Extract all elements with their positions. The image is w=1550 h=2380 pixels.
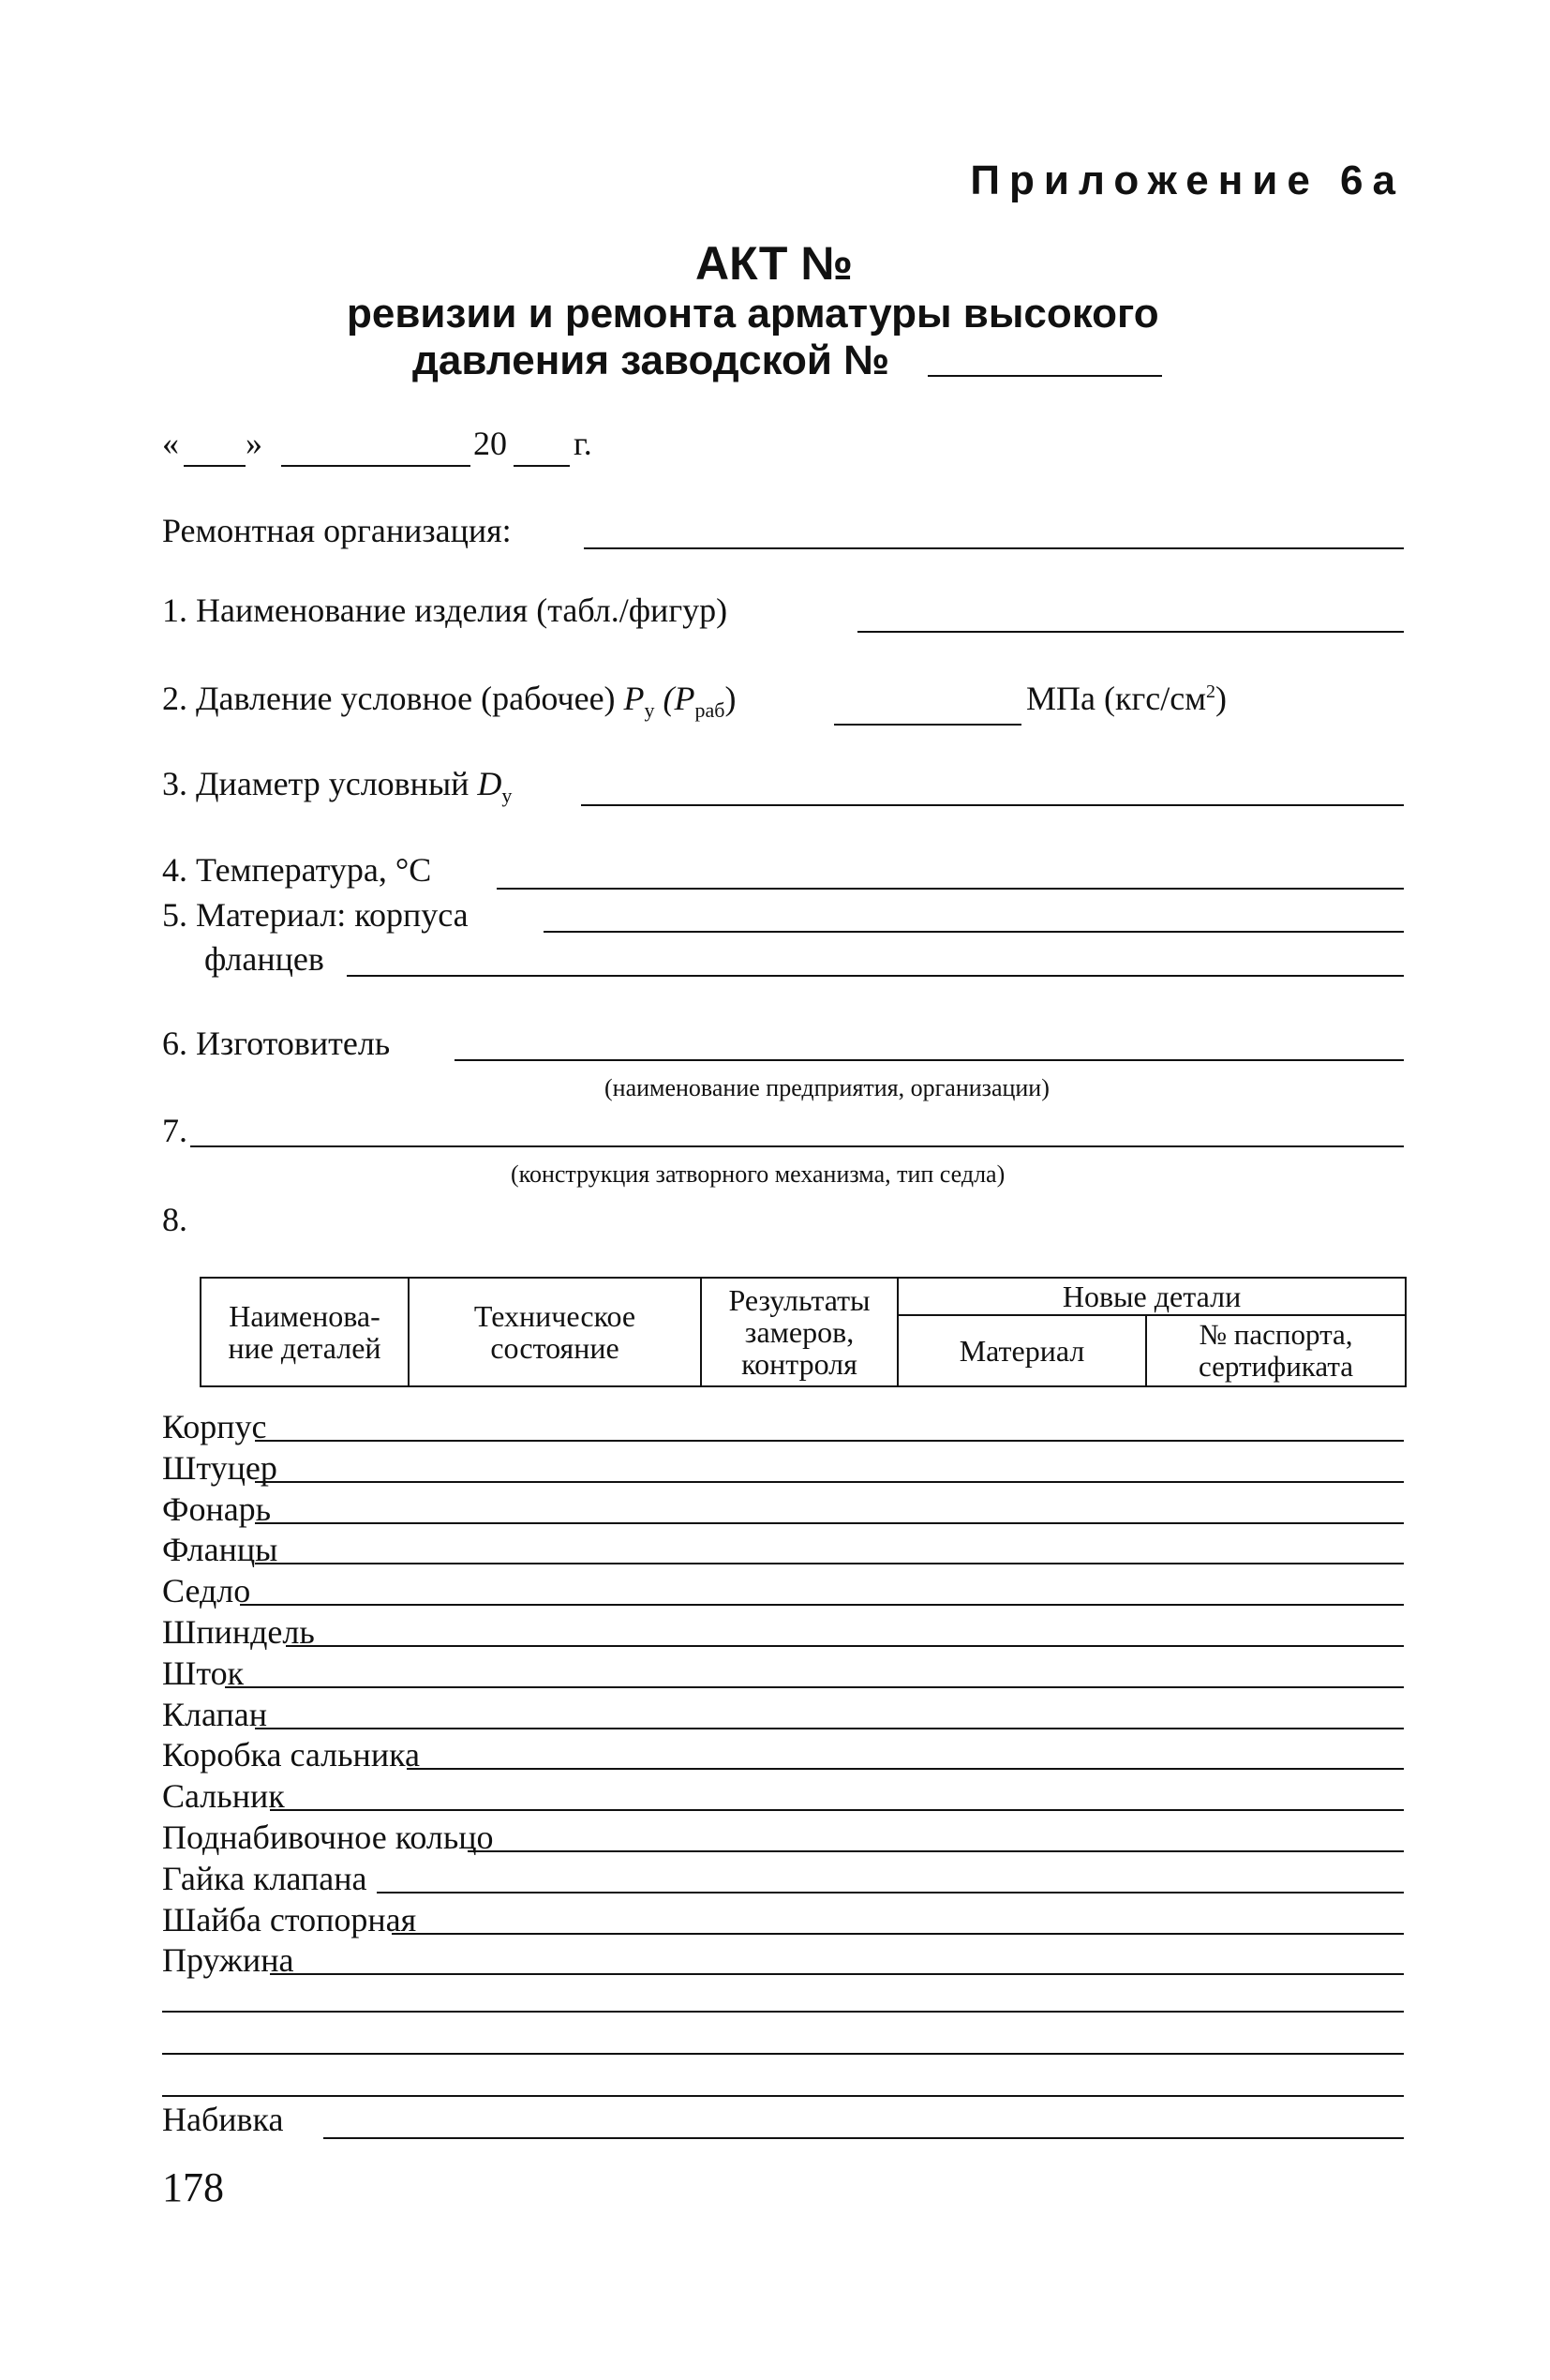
part-label: Шайба стопорная [162,1901,417,1938]
part-line[interactable] [240,1604,1404,1606]
part-line[interactable] [392,1933,1404,1935]
pressure-row [162,679,737,723]
col-part-name-l2: ние деталей [228,1331,381,1365]
part-label: Фонарь [162,1490,272,1528]
pressure-work-subscript: раб [694,698,725,723]
blank-line-1[interactable] [162,2011,1404,2013]
diameter-line[interactable] [581,804,1404,806]
part-line[interactable] [255,1481,1404,1483]
pressure-unit-text: МПа (кгс/см [1026,680,1206,717]
date-year-suffix: г. [574,425,592,462]
part-line[interactable] [270,1809,1404,1811]
blank-line-3[interactable] [162,2095,1404,2097]
col-results-l2: замеров, [744,1315,855,1349]
date-year-prefix: 20 [473,425,507,462]
date-open-quote: « [162,425,179,462]
col-material-header: Материал [898,1315,1146,1386]
factory-number-line[interactable] [928,375,1162,377]
repair-org-label: Ремонтная организация: [162,512,512,549]
temperature-label: 4. Температура, °С [162,851,432,889]
pressure-unit-sup: 2 [1205,681,1215,702]
part-line[interactable] [255,1728,1404,1729]
col-results-l3: контроля [741,1347,857,1381]
item7-hint: (конструкция затворного механизма, тип седла) [511,1160,1006,1188]
packing-label: Набивка [162,2101,284,2138]
act-title: АКТ № [695,237,854,290]
part-line[interactable] [255,1440,1404,1442]
pressure-subscript: у [644,698,655,723]
col-condition-l1: Техническое [473,1299,636,1333]
item-name-line[interactable] [857,631,1404,633]
col-results-l1: Результаты [728,1283,871,1317]
act-subtitle-line2: давления заводской № [412,337,890,383]
packing-line[interactable] [323,2137,1404,2139]
material-body-label: 5. Материал: корпуса [162,896,469,934]
pressure-work-open: (P [663,680,695,717]
part-line[interactable] [286,1645,1404,1647]
part-line[interactable] [225,1686,1404,1688]
parts-table [200,1277,1407,1387]
part-line[interactable] [255,1563,1404,1564]
part-label: Шпиндель [162,1613,315,1651]
pressure-line[interactable] [834,724,1021,726]
part-label: Седло [162,1572,251,1609]
part-label: Пружина [162,1941,294,1979]
manufacturer-hint: (наименование предприятия, организации) [604,1074,1050,1101]
part-line[interactable] [377,1892,1404,1894]
part-line[interactable] [255,1522,1404,1524]
part-label: Штуцер [162,1449,277,1487]
material-flanges-line[interactable] [347,975,1404,977]
col-passport-l1: № паспорта, [1199,1318,1353,1351]
col-part-name-l1: Наименова- [229,1299,380,1333]
item-name-label: 1. Наименование изделия (табл./фигур) [162,591,728,629]
repair-org-line[interactable] [584,547,1404,549]
col-condition-header [409,1278,701,1386]
material-body-line[interactable] [544,931,1404,933]
part-line[interactable] [468,1850,1404,1852]
date-year-line[interactable] [514,465,570,467]
item8-label: 8. [162,1201,187,1238]
item7-label: 7. [162,1112,187,1149]
pressure-label: 2. Давление условное (рабочее) [162,680,616,717]
part-line[interactable] [407,1768,1404,1770]
diameter-row [162,764,512,808]
diameter-subscript: у [501,784,513,808]
col-results-header [701,1278,898,1386]
appendix-label: Приложение 6а [970,157,1405,203]
pressure-unit [1026,679,1227,718]
col-part-name-header [201,1278,409,1386]
temperature-line[interactable] [497,888,1404,890]
date-day-line[interactable] [184,465,246,467]
date-month-line[interactable] [281,465,470,467]
part-label: Шток [162,1654,245,1692]
col-passport-header [1146,1315,1406,1386]
item7-line[interactable] [190,1145,1404,1147]
diameter-label: 3. Диаметр условный [162,765,469,802]
page-number: 178 [162,2164,224,2210]
col-passport-l2: сертификата [1198,1350,1354,1383]
col-new-parts-header: Новые детали [898,1278,1406,1315]
part-label: Клапан [162,1696,267,1733]
act-subtitle-line1: ревизии и ремонта арматуры высокого [347,291,1159,337]
diameter-symbol: D [477,765,502,802]
part-label: Фланцы [162,1531,278,1568]
part-label: Гайка клапана [162,1860,367,1897]
part-label: Коробка сальника [162,1736,421,1774]
pressure-unit-close: ) [1215,680,1227,717]
pressure-symbol: P [623,680,645,717]
pressure-work-close: ) [724,680,737,717]
part-label: Сальник [162,1777,285,1815]
date-close-quote: » [246,425,262,462]
blank-line-2[interactable] [162,2053,1404,2055]
col-condition-l2: состояние [490,1331,619,1365]
part-line[interactable] [270,1973,1404,1975]
part-label: Поднабивочное кольцо [162,1819,494,1856]
part-label: Корпус [162,1408,267,1445]
material-flanges-label: фланцев [204,940,324,978]
manufacturer-line[interactable] [455,1059,1404,1061]
manufacturer-label: 6. Изготовитель [162,1025,391,1062]
